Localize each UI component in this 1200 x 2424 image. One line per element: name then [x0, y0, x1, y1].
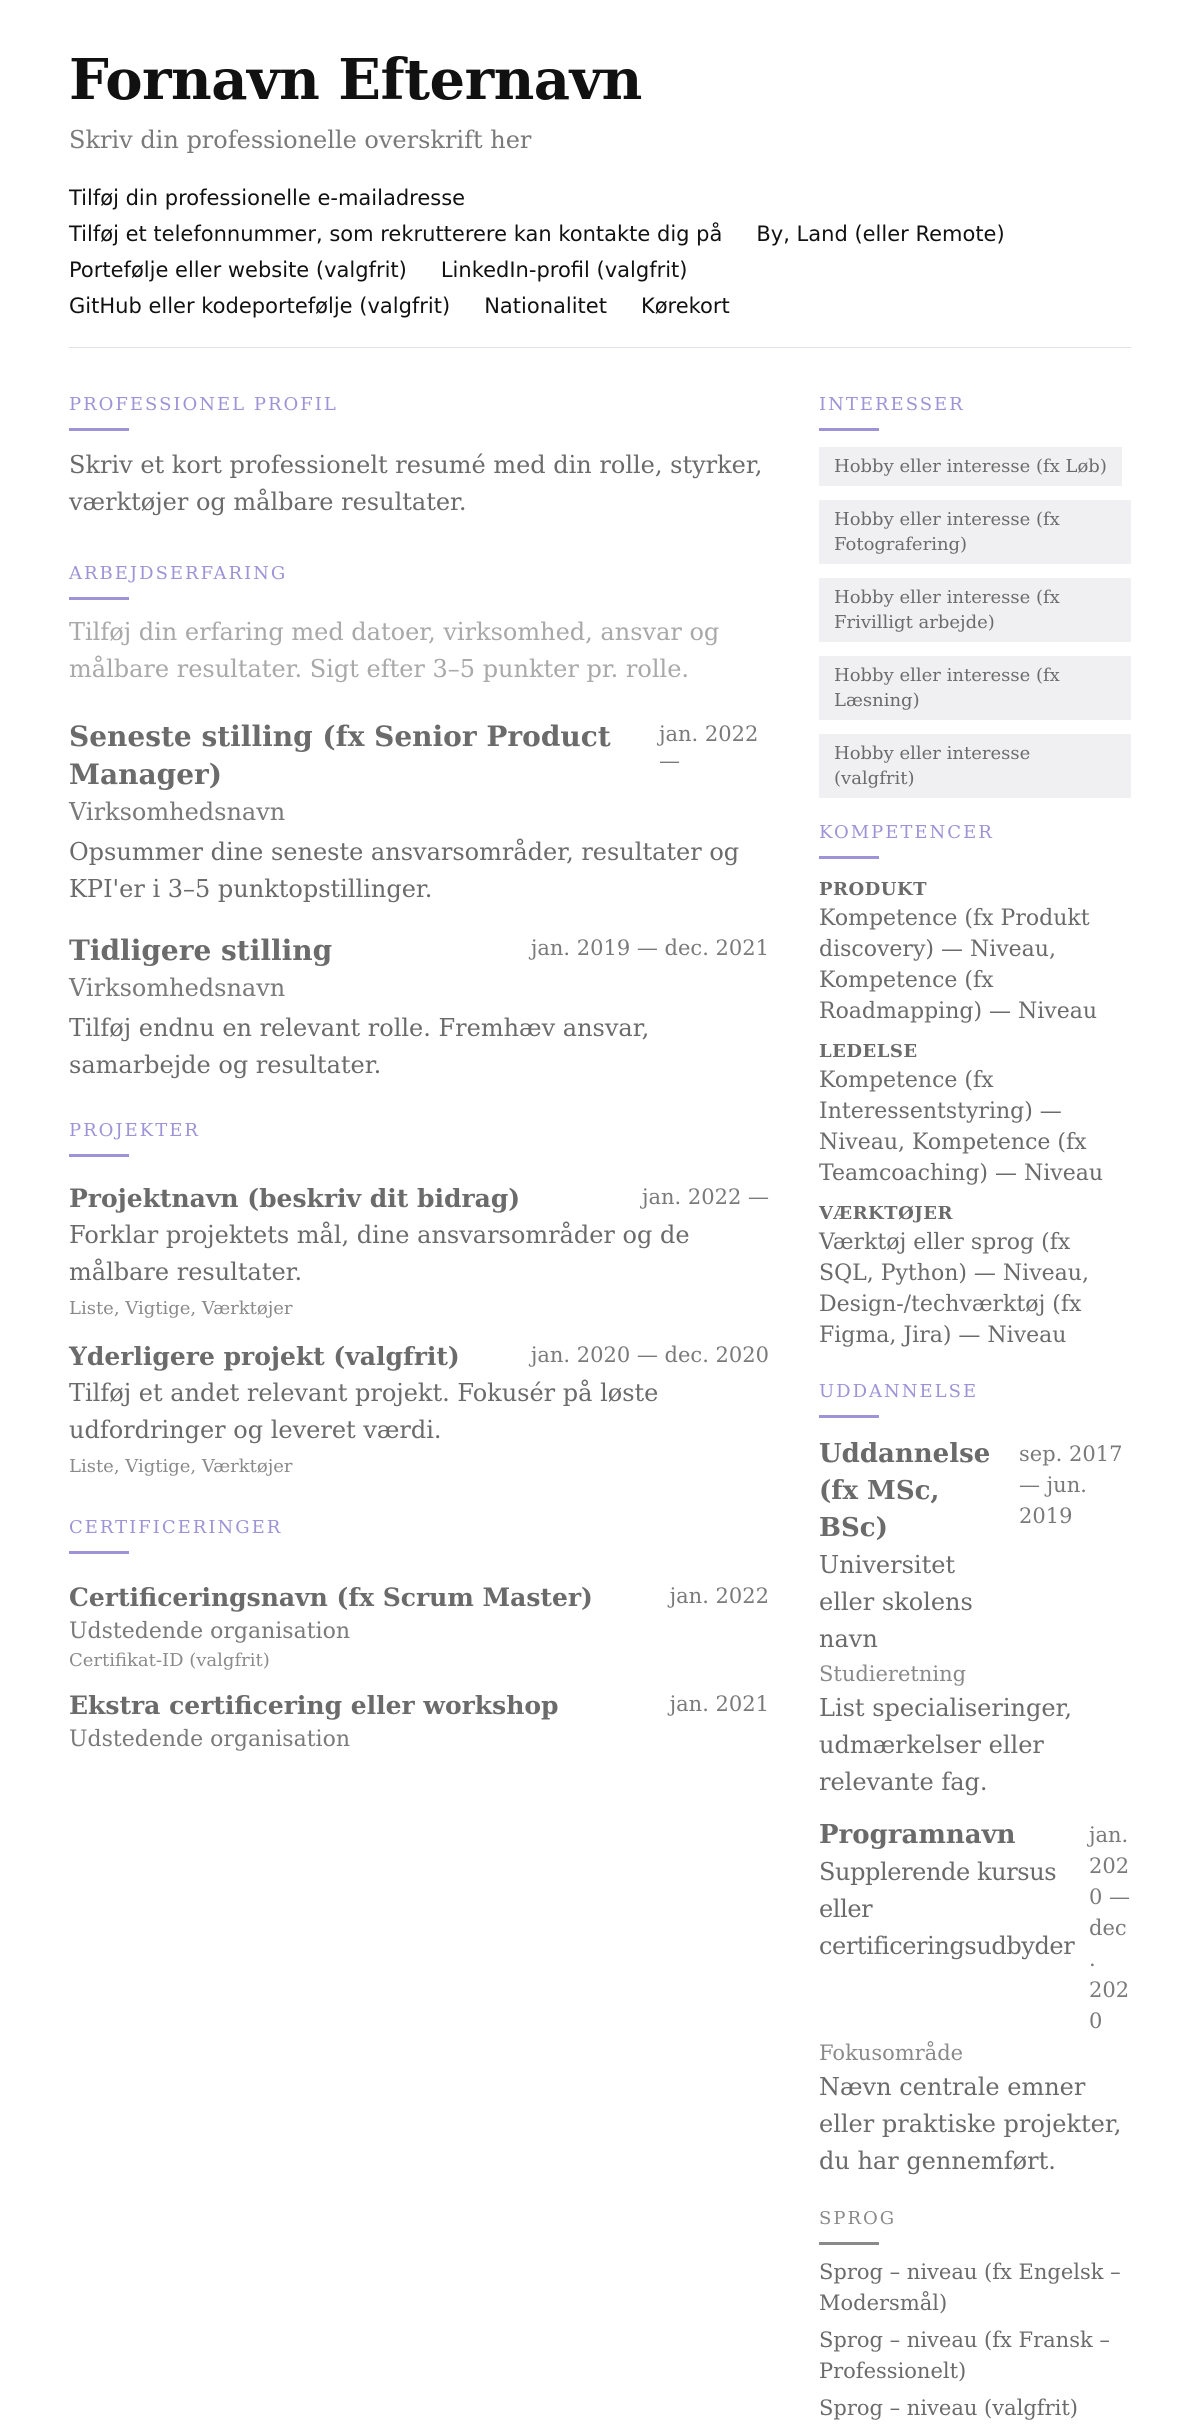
- education-entry: [819, 1436, 1131, 1801]
- skill-list: Værktøj eller sprog (fx SQL, Python) — Niveau, Design-/techværktøj (fx Figma, Jira) — Niveau: [819, 1230, 1089, 1348]
- interest-chip: Hobby eller interesse (fx Fotografering): [819, 500, 1131, 564]
- issuing-organization: Udstedende organisation: [69, 1727, 351, 1752]
- interest-chip: Hobby eller interesse (fx Løb): [819, 447, 1122, 486]
- section-underline: [819, 856, 879, 859]
- section-underline: [69, 1154, 129, 1157]
- project-date: jan. 2020 — dec. 2020: [530, 1343, 769, 1367]
- projects-section: [69, 1118, 769, 1481]
- languages-section: [819, 2206, 1131, 2424]
- interest-chip: Hobby eller interesse (valgfrit): [819, 734, 1131, 798]
- certification-title: Certificeringsnavn (fx Scrum Master): [69, 1583, 593, 1612]
- resume-columns: [69, 370, 1131, 2424]
- contact-row: [69, 288, 1131, 324]
- language-item: Sprog – niveau (fx Engelsk – Modersmål): [819, 2260, 1121, 2315]
- provider-name: Supplerende kursus eller certificeringsudbyder: [819, 1858, 1075, 1960]
- education-description: Nævn centrale emner eller praktiske projekter, du har gennemført.: [819, 2073, 1122, 2175]
- sidebar-column: [819, 370, 1131, 2424]
- job-description: Tilføj endnu en relevant rolle. Fremhæv ansvar, samarbejde og resultater.: [69, 1014, 650, 1079]
- project-date: jan. 2022 —: [641, 1185, 769, 1209]
- section-underline: [69, 1551, 129, 1554]
- field-of-study: Studieretning: [819, 1662, 967, 1686]
- job-entry: [69, 718, 769, 908]
- interest-chip: Hobby eller interesse (fx Frivilligt arbejde): [819, 578, 1131, 642]
- interest-chip: Hobby eller interesse (fx Læsning): [819, 656, 1131, 720]
- section-underline: [819, 1415, 879, 1418]
- section-title: PROFESSIONEL PROFIL: [69, 394, 338, 415]
- section-title: ARBEJDSERFARING: [69, 563, 288, 584]
- job-date: jan. 2019 — dec. 2021: [530, 936, 769, 960]
- company-name: Virksomhedsnavn: [69, 798, 286, 826]
- certification-date: jan. 2021: [669, 1692, 769, 1716]
- language-list: [819, 2257, 1131, 2424]
- issuing-organization: Udstedende organisation: [69, 1619, 351, 1644]
- project-entry: [69, 1181, 769, 1323]
- job-entry: [69, 932, 769, 1084]
- job-title: Seneste stilling (fx Senior Product Manager): [69, 720, 611, 791]
- skill-category: VÆRKTØJER: [819, 1203, 953, 1224]
- company-name: Virksomhedsnavn: [69, 974, 286, 1002]
- degree-title: Uddannelse (fx MSc, BSc): [819, 1439, 991, 1543]
- education-date: jan. 2020 — dec. 2020: [1089, 1823, 1131, 2033]
- skill-list: Kompetence (fx Interessentstyring) — Niveau, Kompetence (fx Teamcoaching) — Niveau: [819, 1068, 1104, 1186]
- focus-area: Fokusområde: [819, 2041, 964, 2065]
- nationality: Nationalitet: [484, 294, 607, 318]
- section-title: KOMPETENCER: [819, 822, 994, 843]
- resume-header: [69, 0, 1131, 348]
- education-section: [819, 1379, 1131, 2180]
- section-title: PROJEKTER: [69, 1120, 200, 1141]
- skills-section: [819, 820, 1131, 1351]
- project-title: Projektnavn (beskriv dit bidrag): [69, 1184, 521, 1213]
- section-underline: [819, 2242, 879, 2245]
- contact-info: [69, 180, 1131, 324]
- certification-entry: [69, 1580, 769, 1674]
- phone[interactable]: Tilføj et telefonnummer, som rekrutterere kan kontakte dig på: [69, 222, 723, 246]
- contact-row: [69, 180, 1131, 216]
- skill-category: PRODUKT: [819, 879, 928, 900]
- project-description: Tilføj et andet relevant projekt. Fokusér på løste udfordringer og leveret værdi.: [69, 1379, 659, 1444]
- linkedin-link[interactable]: LinkedIn-profil (valgfrit): [440, 258, 688, 282]
- project-title: Yderligere projekt (valgfrit): [69, 1342, 460, 1371]
- credential-id: Certifikat-ID (valgfrit): [69, 1650, 270, 1671]
- portfolio-link[interactable]: Portefølje eller website (valgfrit): [69, 258, 407, 282]
- skill-category: LEDELSE: [819, 1041, 918, 1062]
- github-link[interactable]: GitHub eller kodeportefølje (valgfrit): [69, 294, 451, 318]
- certification-date: jan. 2022: [669, 1584, 769, 1608]
- certification-entry: [69, 1688, 769, 1756]
- section-title: CERTIFICERINGER: [69, 1517, 283, 1538]
- school-name: Universitet eller skolens navn: [819, 1551, 973, 1653]
- job-date-end: —: [659, 749, 680, 773]
- email[interactable]: Tilføj din professionelle e-mailadresse: [69, 186, 466, 210]
- drivers-license: Kørekort: [640, 294, 730, 318]
- section-underline: [69, 428, 129, 431]
- contact-row: [69, 216, 1131, 252]
- experience-section: [69, 561, 769, 1084]
- section-title: UDDANNELSE: [819, 1381, 979, 1402]
- experience-intro: Tilføj din erfaring med datoer, virksomhed, ansvar og målbare resultater. Sigt efter 3–5 punkter pr. rolle.: [69, 618, 720, 683]
- section-title: INTERESSER: [819, 394, 965, 415]
- contact-row: [69, 252, 1131, 288]
- section-underline: [69, 597, 129, 600]
- headline: Skriv din professionelle overskrift her: [69, 126, 532, 154]
- interest-list: [819, 431, 1131, 798]
- interests-section: [819, 392, 1131, 798]
- profile-section: [69, 392, 769, 521]
- job-date: [659, 718, 769, 772]
- project-entry: [69, 1339, 769, 1481]
- full-name: Fornavn Efternavn: [69, 47, 642, 113]
- education-description: List specialiseringer, udmærkelser eller relevante fag.: [819, 1694, 1073, 1796]
- education-entry: [819, 1817, 1131, 2180]
- project-tags: Liste, Vigtige, Værktøjer: [69, 1456, 293, 1477]
- certifications-section: [69, 1515, 769, 1756]
- section-title: SPROG: [819, 2208, 897, 2229]
- program-title: Programnavn: [819, 1820, 1016, 1850]
- location: By, Land (eller Remote): [756, 222, 1005, 246]
- project-tags: Liste, Vigtige, Værktøjer: [69, 1298, 293, 1319]
- job-date-start: jan. 2022: [659, 722, 759, 746]
- job-title: Tidligere stilling: [69, 934, 333, 967]
- language-item: Sprog – niveau (valgfrit): [819, 2396, 1078, 2420]
- language-item: Sprog – niveau (fx Fransk – Professionelt): [819, 2328, 1110, 2383]
- skill-list: Kompetence (fx Produkt discovery) — Niveau, Kompetence (fx Roadmapping) — Niveau: [819, 906, 1098, 1024]
- job-description: Opsummer dine seneste ansvarsområder, resultater og KPI'er i 3–5 punktopstillinger.: [69, 838, 740, 903]
- certification-title: Ekstra certificering eller workshop: [69, 1691, 559, 1720]
- column-gap: [769, 370, 819, 2424]
- header-divider: [69, 347, 1131, 348]
- profile-text: Skriv et kort professionelt resumé med din rolle, styrker, værktøjer og målbare resultater.: [69, 451, 763, 516]
- main-column: [69, 370, 769, 2424]
- project-description: Forklar projektets mål, dine ansvarsområder og de målbare resultater.: [69, 1221, 690, 1286]
- education-date: sep. 2017 — jun. 2019: [1019, 1442, 1123, 1528]
